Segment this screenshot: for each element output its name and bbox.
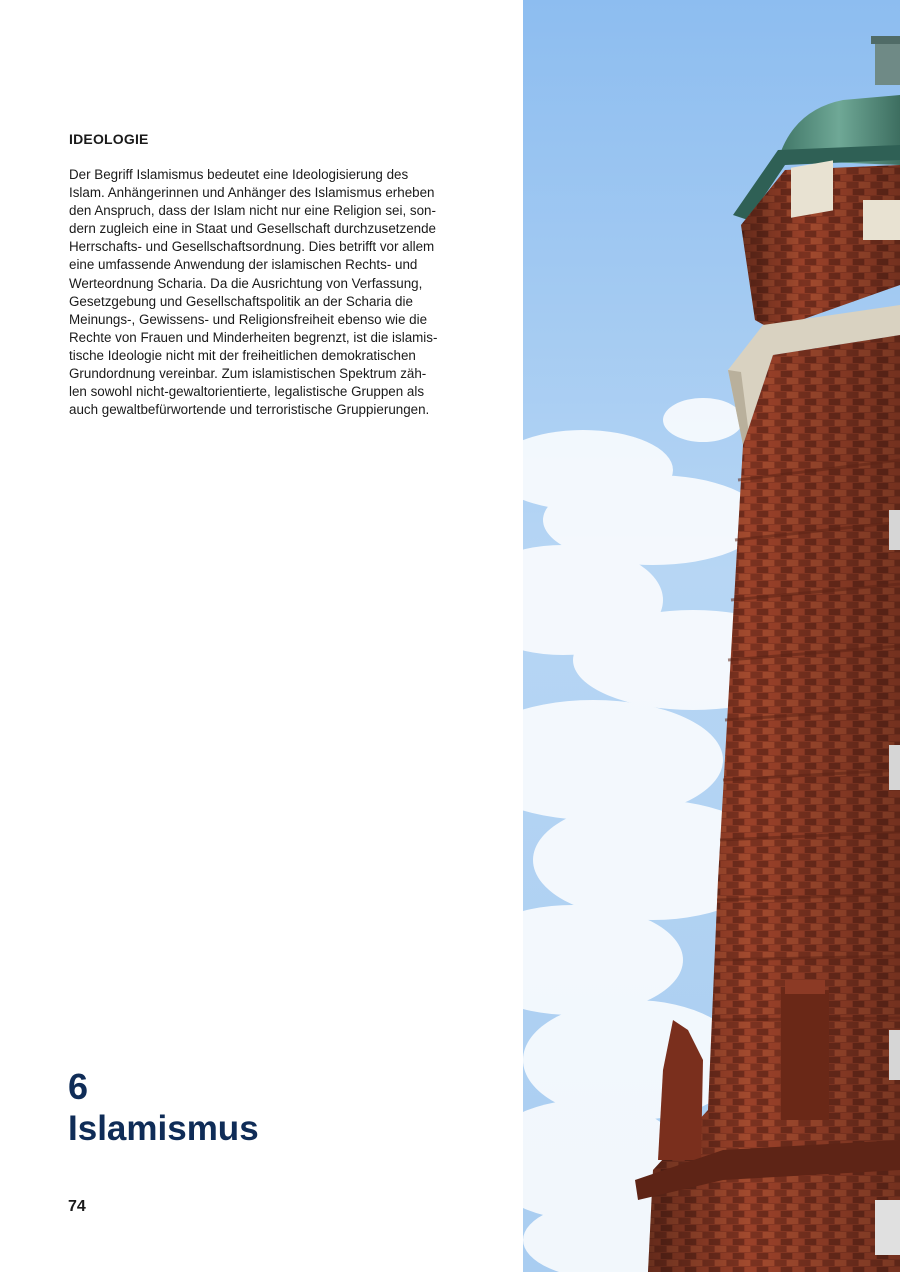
tower-illustration — [523, 0, 900, 1272]
body-line: Islam. Anhängerinnen und Anhänger des Islamismus erheben — [69, 185, 435, 201]
body-line: Herrschafts- und Gesellschaftsordnung. Dies betrifft vor allem — [69, 239, 435, 255]
body-line: Rechte von Frauen und Minderheiten begrenzt, ist die islamis- — [69, 329, 438, 345]
tower-photo — [523, 0, 900, 1272]
body-line: Grundordnung vereinbar. Zum islamistischen Spektrum zäh- — [69, 366, 427, 382]
body-line: eine umfassende Anwendung der islamischen Rechts- und — [69, 257, 418, 273]
section-heading: IDEOLOGIE — [69, 131, 149, 147]
lantern — [875, 40, 900, 85]
body-line: tische Ideologie nicht mit der freiheitlichen demokratischen — [69, 347, 416, 363]
body-line: auch gewaltbefürwortende und terroristische Gruppierungen. — [69, 402, 430, 418]
page-number: 74 — [68, 1198, 86, 1215]
chapter-number: 6 — [68, 1066, 89, 1107]
body-line: dern zugleich eine in Staat und Gesellschaft durchzusetzende — [69, 221, 436, 237]
body-line: Werteordnung Scharia. Da die Ausrichtung von Verfassung, — [69, 275, 423, 291]
tower-window — [875, 1200, 900, 1255]
body-line: Gesetzgebung und Gesellschaftspolitik an der Scharia die — [69, 293, 413, 309]
body-line: den Anspruch, dass der Islam nicht nur eine Religion sei, son- — [69, 203, 436, 219]
body-line: Meinungs-, Gewissens- und Religionsfreiheit ebenso wie die — [69, 311, 428, 327]
body-line: len sowohl nicht-gewaltorientierte, legalistische Gruppen als — [69, 384, 425, 400]
chapter-title: Islamismus — [68, 1109, 259, 1148]
body-paragraph — [69, 166, 445, 419]
body-line: Der Begriff Islamismus bedeutet eine Ideologisierung des — [69, 167, 409, 182]
